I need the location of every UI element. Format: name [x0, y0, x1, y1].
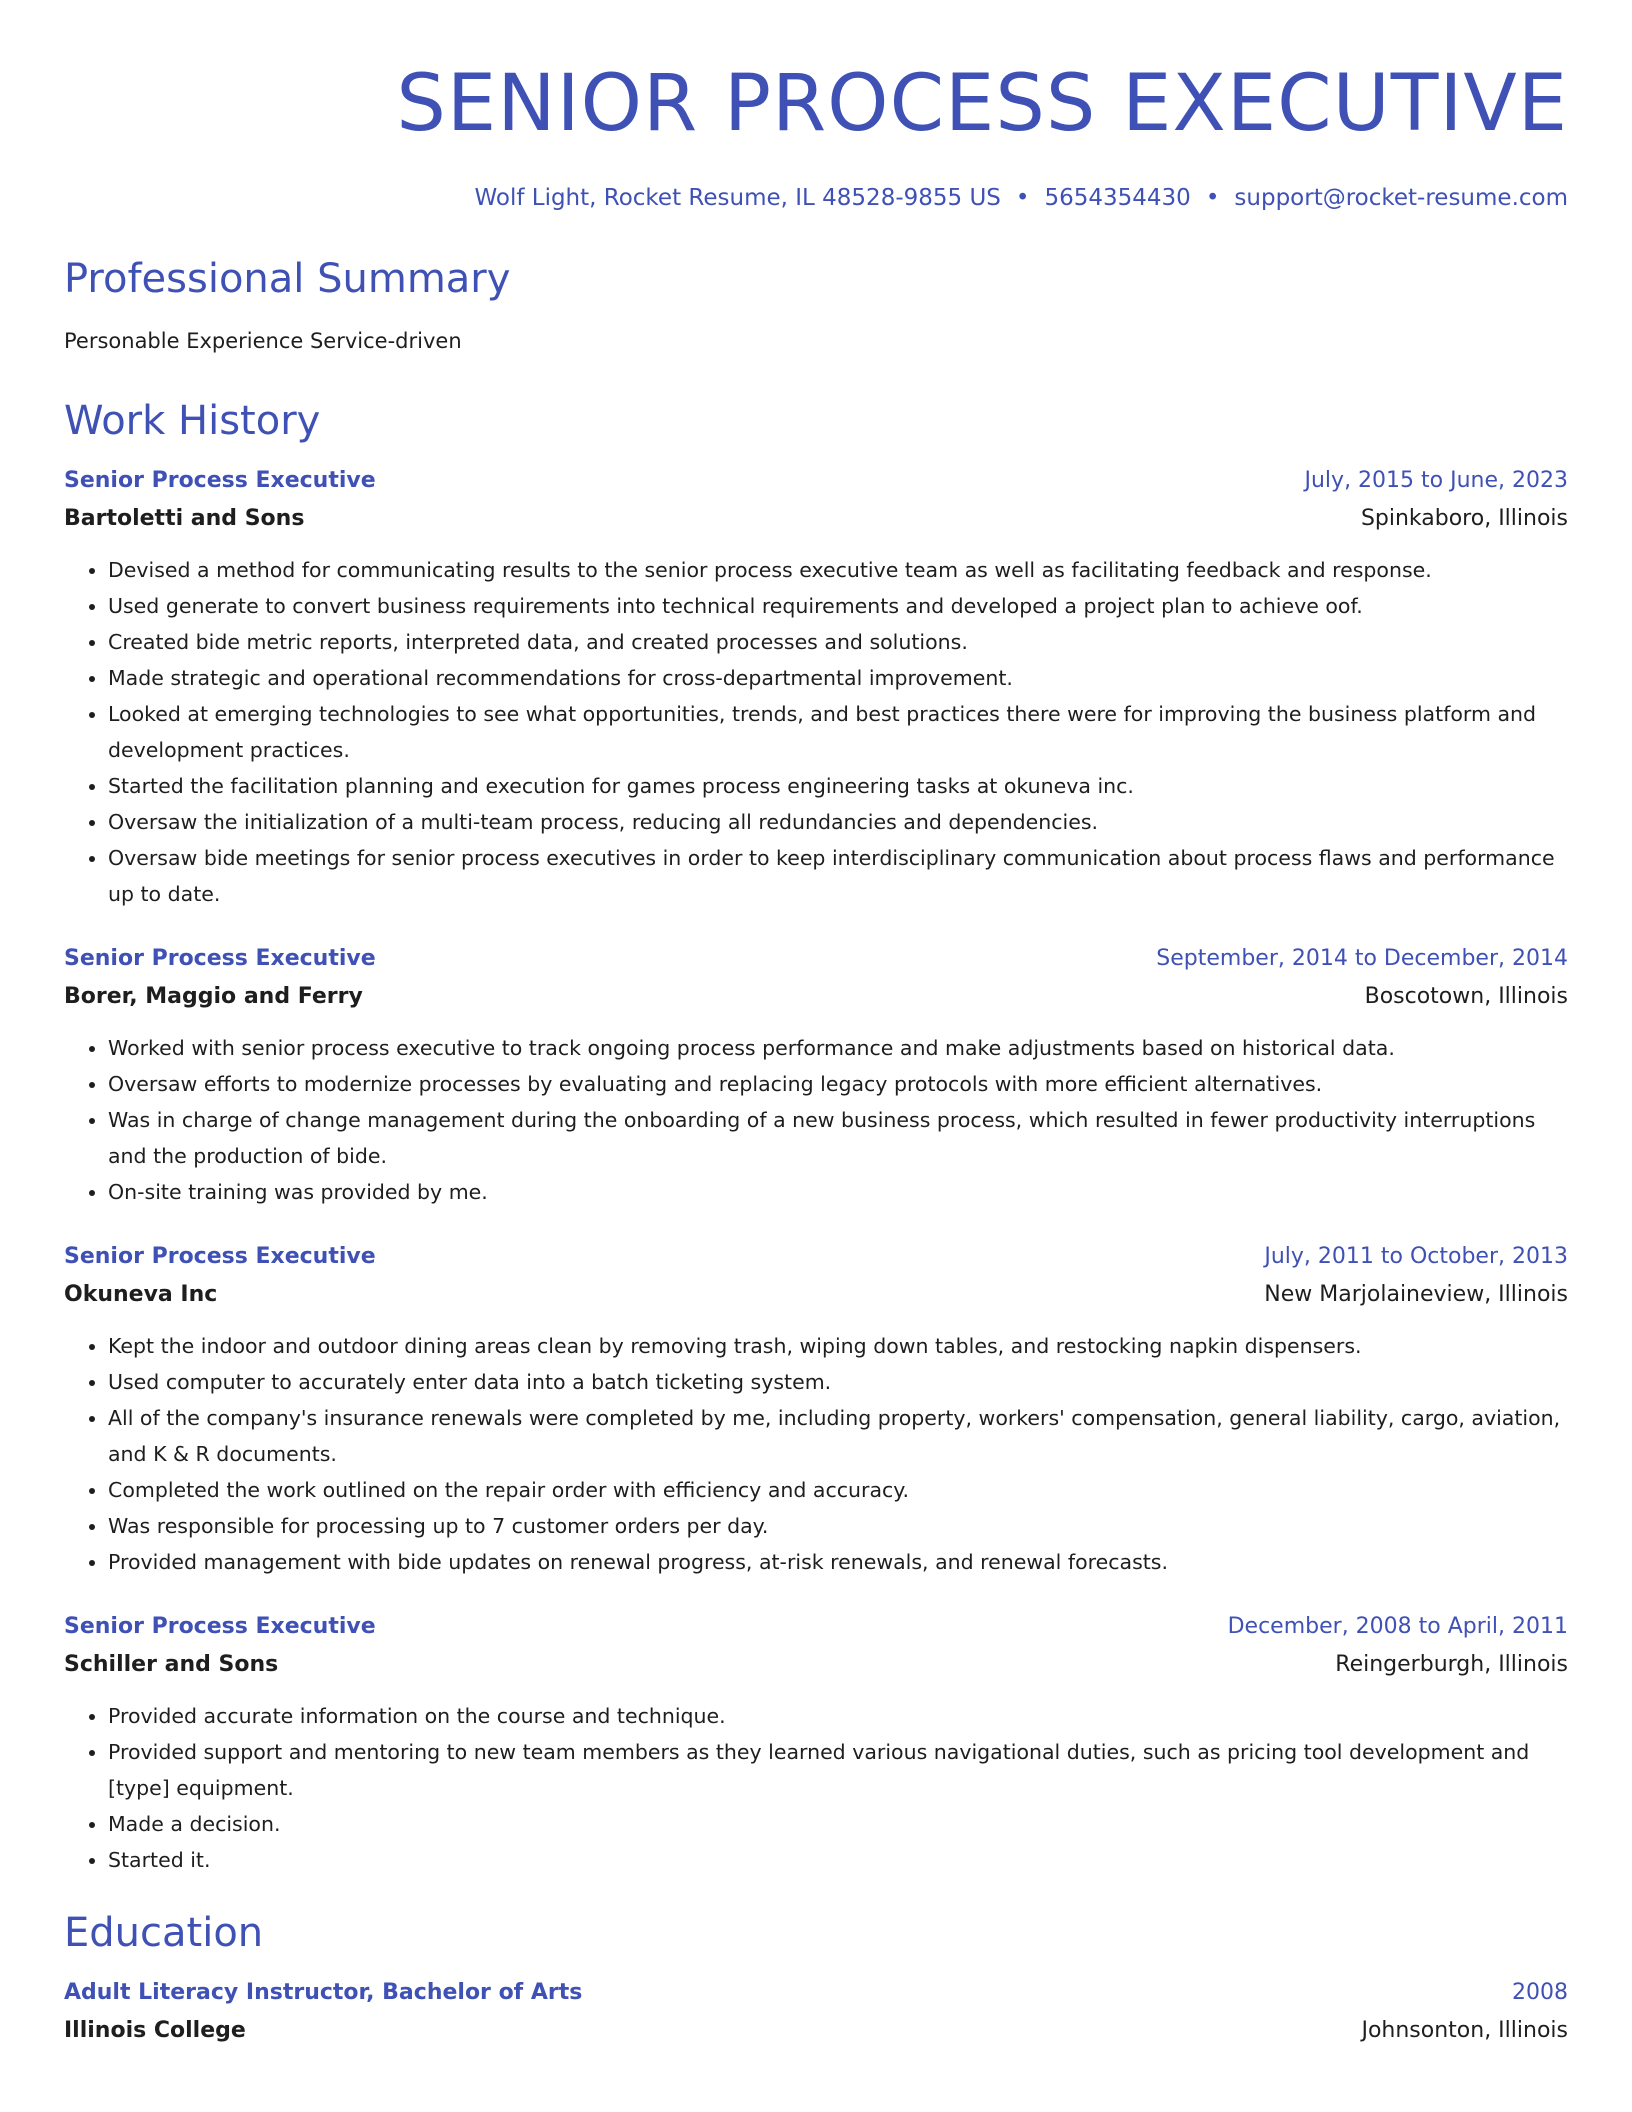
job-bullet: • Provided accurate information on the course and technique.	[108, 1698, 1568, 1734]
resume-title: SENIOR PROCESS EXECUTIVE	[396, 59, 1568, 149]
job-bullet: • On-site training was provided by me.	[108, 1174, 1568, 1210]
job-bullet: • Looked at emerging technologies to see what opportunities, trends, and best practices there were for improving the business platform and development practices.	[108, 696, 1568, 768]
education-year: 2008	[1512, 1980, 1568, 2005]
job-bullet: • Was in charge of change management during the onboarding of a new business process, which resulted in fewer productivity interruptions and the production of bide.	[108, 1102, 1568, 1174]
job-company: Okuneva Inc	[64, 1282, 218, 1307]
contact-phone: 5654354430	[1044, 185, 1191, 211]
summary-heading: Professional Summary	[64, 256, 511, 302]
education-entry	[64, 1974, 1568, 2050]
job-location: Spinkaboro, Illinois	[1360, 506, 1568, 531]
job-dates: December, 2008 to April, 2011	[1227, 1614, 1568, 1639]
job-bullet: • Created bide metric reports, interpreted data, and created processes and solutions.	[108, 624, 1568, 660]
job-company: Borer, Maggio and Ferry	[64, 984, 363, 1009]
contact-email: support@rocket-resume.com	[1234, 185, 1568, 211]
job-location: New Marjolaineview, Illinois	[1264, 1282, 1568, 1307]
job-bullet: • Used generate to convert business requirements into technical requirements and developed a project plan to achieve oof.	[108, 588, 1568, 624]
education-heading: Education	[64, 1910, 264, 1956]
education-degree: Adult Literacy Instructor, Bachelor of Arts	[64, 1980, 583, 2005]
contact-separator: •	[1205, 185, 1220, 211]
contact-address: Wolf Light, Rocket Resume, IL 48528-9855 US	[474, 185, 1001, 211]
job-bullet: • Was responsible for processing up to 7 customer orders per day.	[108, 1508, 1568, 1544]
job-role: Senior Process Executive	[64, 1244, 376, 1269]
job-bullets	[64, 1328, 1568, 1580]
job-company: Schiller and Sons	[64, 1652, 279, 1677]
resume-page	[64, 0, 1568, 2050]
job-entry	[64, 1608, 1568, 1878]
job-role: Senior Process Executive	[64, 1614, 376, 1639]
job-bullet: • Oversaw the initialization of a multi-team process, reducing all redundancies and dependencies.	[108, 804, 1568, 840]
job-bullet: • Kept the indoor and outdoor dining areas clean by removing trash, wiping down tables, and restocking napkin dispensers.	[108, 1328, 1568, 1364]
education-location: Johnsonton, Illinois	[1361, 2018, 1568, 2043]
job-bullet: • Devised a method for communicating results to the senior process executive team as well as facilitating feedback and response.	[108, 552, 1568, 588]
job-bullet: • Provided management with bide updates on renewal progress, at-risk renewals, and renewal forecasts.	[108, 1544, 1568, 1580]
education-school: Illinois College	[64, 2018, 246, 2043]
job-bullet: • Started it.	[108, 1842, 1568, 1878]
job-bullet: • Made strategic and operational recommendations for cross-departmental improvement.	[108, 660, 1568, 696]
work-history-list	[64, 462, 1568, 1878]
job-dates: July, 2015 to June, 2023	[1304, 468, 1568, 493]
job-dates: July, 2011 to October, 2013	[1264, 1244, 1568, 1269]
contact-line	[64, 182, 1568, 214]
job-dates: September, 2014 to December, 2014	[1156, 946, 1568, 971]
job-bullet: • Worked with senior process executive to track ongoing process performance and make adjustments based on historical data.	[108, 1030, 1568, 1066]
summary-text: Personable Experience Service-driven	[64, 329, 462, 353]
job-bullets	[64, 1030, 1568, 1210]
job-location: Boscotown, Illinois	[1364, 984, 1568, 1009]
job-bullet: • Provided support and mentoring to new team members as they learned various navigational duties, such as pricing tool development and [type] equipment.	[108, 1734, 1568, 1806]
job-bullets	[64, 1698, 1568, 1878]
job-role: Senior Process Executive	[64, 468, 376, 493]
job-bullet: • All of the company's insurance renewals were completed by me, including property, workers' compensation, general liability, cargo, aviation, and K & R documents.	[108, 1400, 1568, 1472]
job-entry	[64, 462, 1568, 912]
job-company: Bartoletti and Sons	[64, 506, 305, 531]
job-role: Senior Process Executive	[64, 946, 376, 971]
job-bullet: • Made a decision.	[108, 1806, 1568, 1842]
job-bullet: • Oversaw efforts to modernize processes by evaluating and replacing legacy protocols with more efficient alternatives.	[108, 1066, 1568, 1102]
job-bullets	[64, 552, 1568, 912]
contact-separator: •	[1015, 185, 1030, 211]
job-location: Reingerburgh, Illinois	[1335, 1652, 1568, 1677]
work-history-heading: Work History	[64, 398, 321, 444]
job-bullet: • Used computer to accurately enter data into a batch ticketing system.	[108, 1364, 1568, 1400]
job-bullet: • Oversaw bide meetings for senior process executives in order to keep interdisciplinary communication about process flaws and performance up to date.	[108, 840, 1568, 912]
job-bullet: • Completed the work outlined on the repair order with efficiency and accuracy.	[108, 1472, 1568, 1508]
job-entry	[64, 1238, 1568, 1580]
job-entry	[64, 940, 1568, 1210]
job-bullet: • Started the facilitation planning and execution for games process engineering tasks at okuneva inc.	[108, 768, 1568, 804]
